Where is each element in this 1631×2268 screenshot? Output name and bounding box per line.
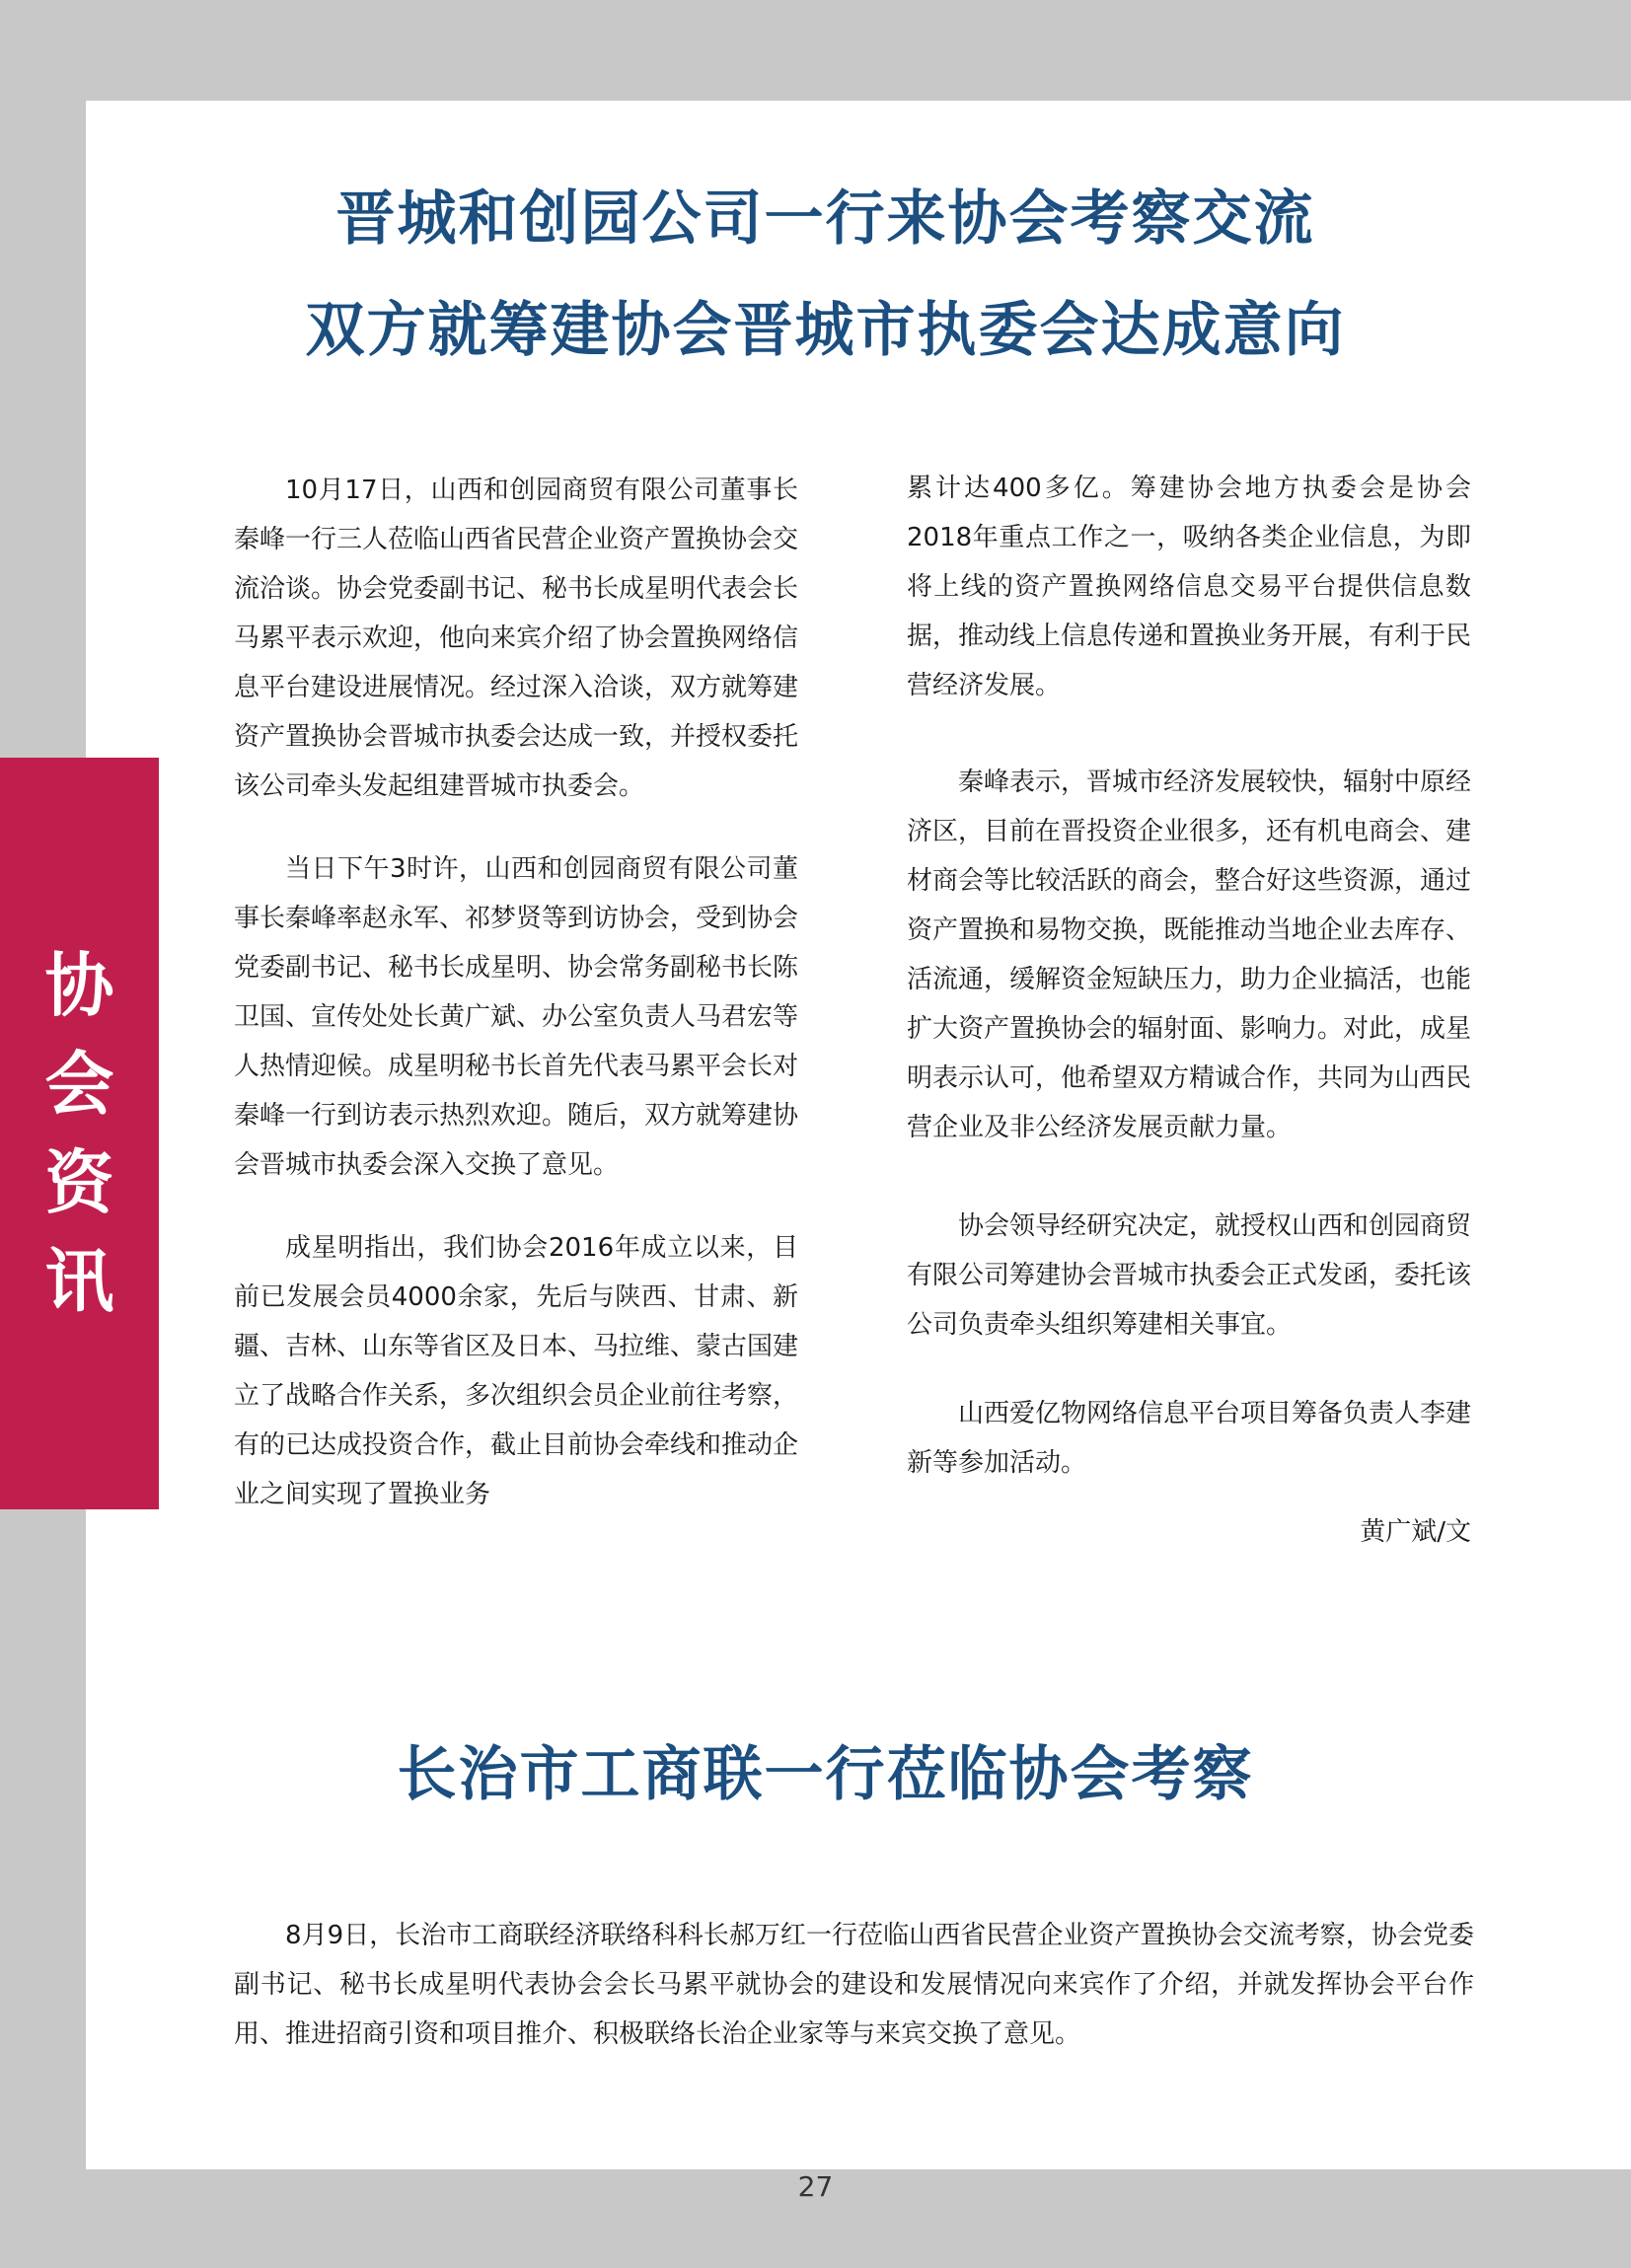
page-number: 27 xyxy=(797,2170,834,2203)
article1-paragraph: 当日下午3时许，山西和创园商贸有限公司董事长秦峰率赵永军、祁梦贤等到访协会，受到协会党委副书记、秘书长成星明、协会常务副秘书长陈卫国、宣传处处长黄广斌、办公室负责人马君宏等人热情迎候。成星明秘书长首先代表马累平会长对秦峰一行到访表示热烈欢迎。随后，双方就筹建协会晋城市执委会深入交换了意见。 xyxy=(234,854,799,1180)
article1-paragraph: 成星明指出，我们协会2016年成立以来，目前已发展会员4000余家，先后与陕西、甘肃、新疆、吉林、山东等省区及日本、马拉维、蒙古国建立了战略合作关系，多次组织会员企业前往考察，有的已达成投资合作，截止目前协会牵线和推动企业之间实现了置换业务 xyxy=(234,1233,799,1509)
section-tab-char: 讯 xyxy=(44,1241,114,1322)
article1-paragraph: 协会领导经研究决定，就授权山西和创园商贸有限公司筹建协会晋城市执委会正式发函，委托该公司负责牵头组织筹建相关事宜。 xyxy=(907,1211,1472,1340)
section-tab-char: 资 xyxy=(44,1142,114,1223)
article1-left-column xyxy=(234,466,798,1519)
article2-title: 长治市工商联一行莅临协会考察 xyxy=(397,1740,1254,1809)
article1-paragraph: 累计达400多亿。筹建协会地方执委会是协会2018年重点工作之一，吸纳各类企业信息，为即将上线的资产置换网络信息交易平台提供信息数据，推动线上信息传递和置换业务开展，有利于民营经济发展。 xyxy=(907,474,1472,700)
article1-title-line2: 双方就筹建协会晋城市执委会达成意向 xyxy=(305,296,1346,365)
article1-title-line1: 晋城和创园公司一行来协会考察交流 xyxy=(335,184,1315,254)
section-tab xyxy=(0,758,159,1509)
article1-paragraph: 秦峰表示，晋城市经济发展较快，辐射中原经济区，目前在晋投资企业很多，还有机电商会、建材商会等比较活跃的商会，整合好这些资源，通过资产置换和易物交换，既能推动当地企业去库存、活流通，缓解资金短缺压力，助力企业搞活，也能扩大资产置换协会的辐射面、影响力。对此，成星明表示认可，他希望双方精诚合作，共同为山西民营企业及非公经济发展贡献力量。 xyxy=(907,768,1472,1142)
article2-body xyxy=(234,1911,1474,2059)
article2-paragraph: 8月9日，长治市工商联经济联络科科长郝万红一行莅临山西省民营企业资产置换协会交流考察，协会党委副书记、秘书长成星明代表协会会长马累平就协会的建设和发展情况向来宾作了介绍，并就发挥协会平台作用、推进招商引资和项目推介、积极联络长治企业家等与来宾交换了意见。 xyxy=(234,1921,1474,2049)
article1-byline: 黄广斌/文 xyxy=(1360,1517,1471,1547)
article1-paragraph: 山西爱亿物网络信息平台项目筹备负责人李建新等参加活动。 xyxy=(907,1399,1472,1478)
article1-paragraph: 10月17日，山西和创园商贸有限公司董事长秦峰一行三人莅临山西省民营企业资产置换协会交流洽谈。协会党委副书记、秘书长成星明代表会长马累平表示欢迎，他向来宾介绍了协会置换网络信息平台建设进展情况。经过深入洽谈，双方就筹建资产置换协会晋城市执委会达成一致，并授权委托该公司牵头发起组建晋城市执委会。 xyxy=(234,476,799,801)
section-tab-char: 会 xyxy=(44,1044,114,1125)
article1-right-column xyxy=(907,464,1471,1557)
section-tab-char: 协 xyxy=(44,945,114,1026)
